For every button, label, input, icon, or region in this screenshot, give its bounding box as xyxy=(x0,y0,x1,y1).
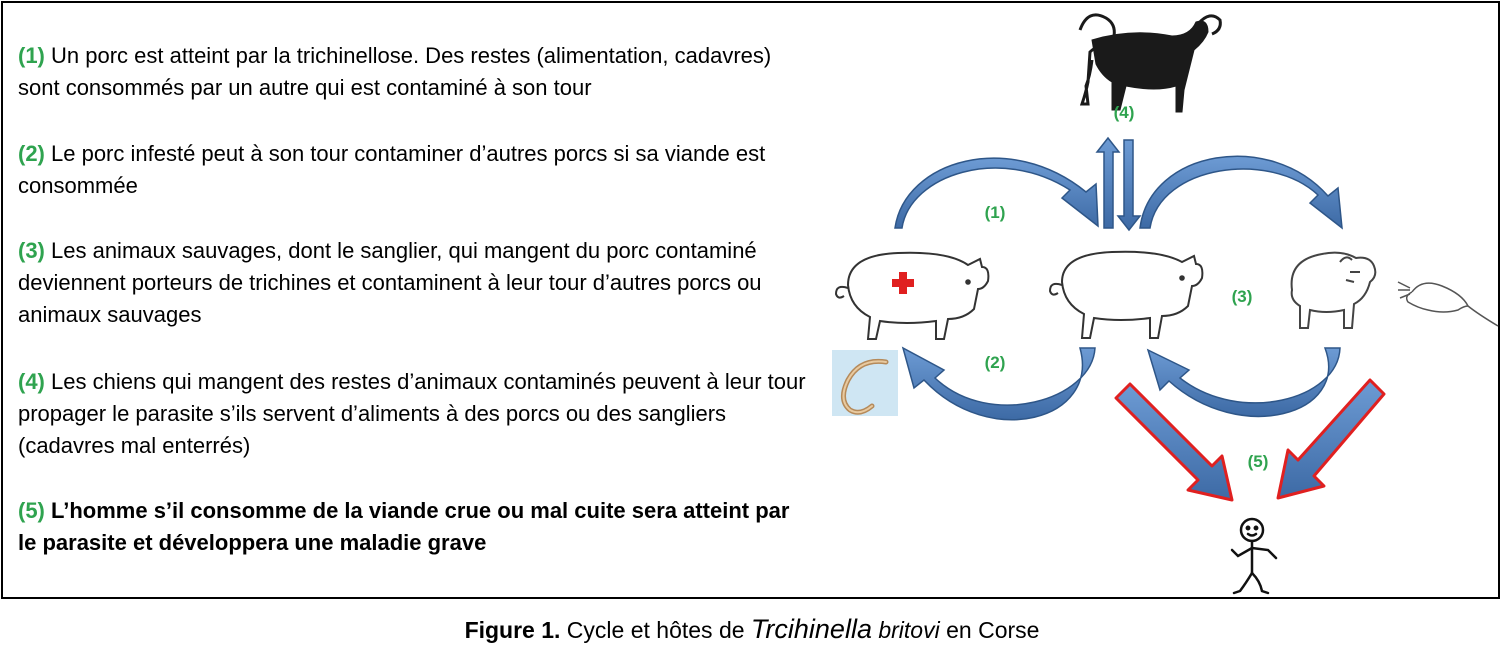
paragraph-2-number: (2) xyxy=(18,141,45,166)
label-2: (2) xyxy=(984,353,1006,372)
label-5: (5) xyxy=(1247,452,1269,471)
paragraph-5 xyxy=(18,495,808,559)
paragraph-1 xyxy=(18,40,808,104)
dog-icon xyxy=(1080,15,1220,112)
infected-pig-icon xyxy=(836,253,988,339)
paragraph-3-text: Les animaux sauvages, dont le sanglier, qui mangent du porc contaminé deviennent porteurs de trichines et contaminent à leur tour d’autres porcs ou animaux sauvages xyxy=(18,238,762,327)
arrow-3-bottom xyxy=(1148,348,1340,416)
arrow-4-down xyxy=(1118,140,1140,230)
label-4: (4) xyxy=(1113,103,1135,122)
trichinella-worm-icon xyxy=(832,350,898,416)
paragraph-4-text: Les chiens qui mangent des restes d’animaux contaminés peuvent à leur tour propager le parasite s’ils servent d’aliments à des porcs ou des sangliers (cadavres mal enterrés) xyxy=(18,369,806,458)
paragraph-5-text: L’homme s’il consomme de la viande crue ou mal cuite sera atteint par le parasite et développera une maladie grave xyxy=(18,498,790,555)
caption-part2: en Corse xyxy=(939,617,1040,643)
human-icon xyxy=(1232,519,1276,593)
figure-caption xyxy=(0,612,1504,647)
paragraph-4-number: (4) xyxy=(18,369,45,394)
caption-lead: Figure 1. xyxy=(464,617,561,643)
transmission-cycle-diagram xyxy=(820,0,1504,600)
label-1: (1) xyxy=(984,203,1006,222)
paragraph-2-text: Le porc infesté peut à son tour contaminer d’autres porcs si sa viande est consommée xyxy=(18,141,766,198)
paragraph-3 xyxy=(18,235,808,331)
arrow-3-top xyxy=(1140,156,1342,228)
caption-genus: Trcihinella xyxy=(750,614,872,644)
paragraph-1-number: (1) xyxy=(18,43,45,68)
caption-part1: Cycle et hôtes de xyxy=(560,617,751,643)
paragraph-2 xyxy=(18,138,808,202)
paragraph-3-number: (3) xyxy=(18,238,45,263)
caption-species: britovi xyxy=(871,617,940,643)
paragraph-5-number: (5) xyxy=(18,498,45,523)
paragraph-4 xyxy=(18,366,808,462)
wild-boar-icon xyxy=(1292,253,1376,328)
label-3: (3) xyxy=(1231,287,1253,306)
arrow-4-up xyxy=(1097,138,1119,228)
rat-icon xyxy=(1398,282,1498,326)
pig-icon xyxy=(1050,252,1202,338)
paragraph-1-text: Un porc est atteint par la trichinellose. Des restes (alimentation, cadavres) sont consommés par un autre qui est contaminé à son tour xyxy=(18,43,772,100)
